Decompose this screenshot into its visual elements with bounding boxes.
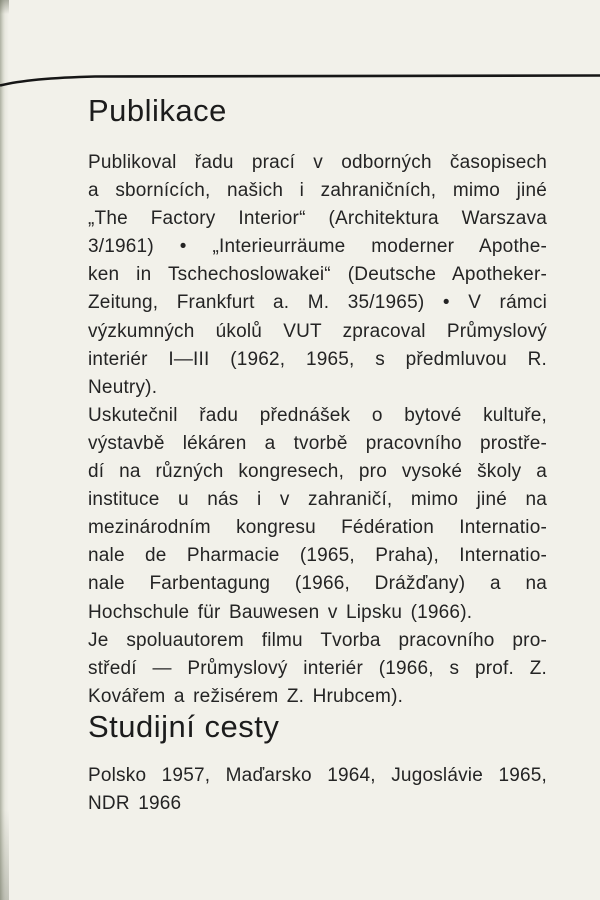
body-line: Uskutečnil řadu přednášek o bytové kultuře, — [88, 404, 547, 426]
publications-text-block — [88, 149, 547, 711]
body-line: dí na různých kongresech, pro vysoké školy a — [88, 461, 547, 483]
body-line: Neutry). — [88, 376, 158, 398]
body-line: výzkumných úkolů VUT zpracoval Průmyslový — [88, 320, 547, 342]
section-title-studijni-cesty: Studijní cesty — [88, 709, 280, 744]
body-line: středí — Průmyslový interiér (1966, s prof. Z. — [88, 657, 547, 679]
body-line: 3/1961) • „Interieurräume moderner Apothe- — [88, 236, 547, 258]
body-line: Je spoluautorem filmu Tvorba pracovního pro- — [88, 629, 547, 651]
body-line: NDR 1966 — [88, 793, 182, 815]
body-line: ken in Tschechoslowakei“ (Deutsche Apotheker- — [88, 264, 547, 286]
study-trips-text-block — [88, 762, 547, 818]
body-line: Hochschule für Bauwesen v Lipsku (1966). — [88, 601, 473, 623]
body-line: Publikoval řadu prací v odborných časopisech — [88, 152, 547, 173]
section-title-publikace: Publikace — [88, 93, 227, 128]
body-line: „The Factory Interior“ (Architektura Warszava — [88, 208, 547, 230]
page-spine-edge-shadow — [0, 0, 9, 900]
body-line: a sbornících, našich i zahraničních, mimo jiné — [88, 180, 547, 202]
body-line: nale Farbentagung (1966, Drážďany) a na — [88, 573, 547, 595]
body-line: mezinárodním kongresu Fédération Internatio- — [88, 517, 547, 539]
body-line: interiér I—III (1962, 1965, s předmluvou R. — [88, 348, 547, 370]
body-line: výstavbě lékáren a tvorbě pracovního prostře- — [88, 432, 547, 454]
body-line: Polsko 1957, Maďarsko 1964, Jugoslávie 1965, — [88, 765, 547, 786]
body-line: nale de Pharmacie (1965, Praha), Internatio- — [88, 545, 547, 567]
body-line: instituce u nás i v zahraničí, mimo jiné na — [88, 489, 547, 511]
body-line: Zeitung, Frankfurt a. M. 35/1965) • V rámci — [88, 292, 547, 314]
body-line: Kovářem a režisérem Z. Hrubcem). — [88, 685, 404, 707]
